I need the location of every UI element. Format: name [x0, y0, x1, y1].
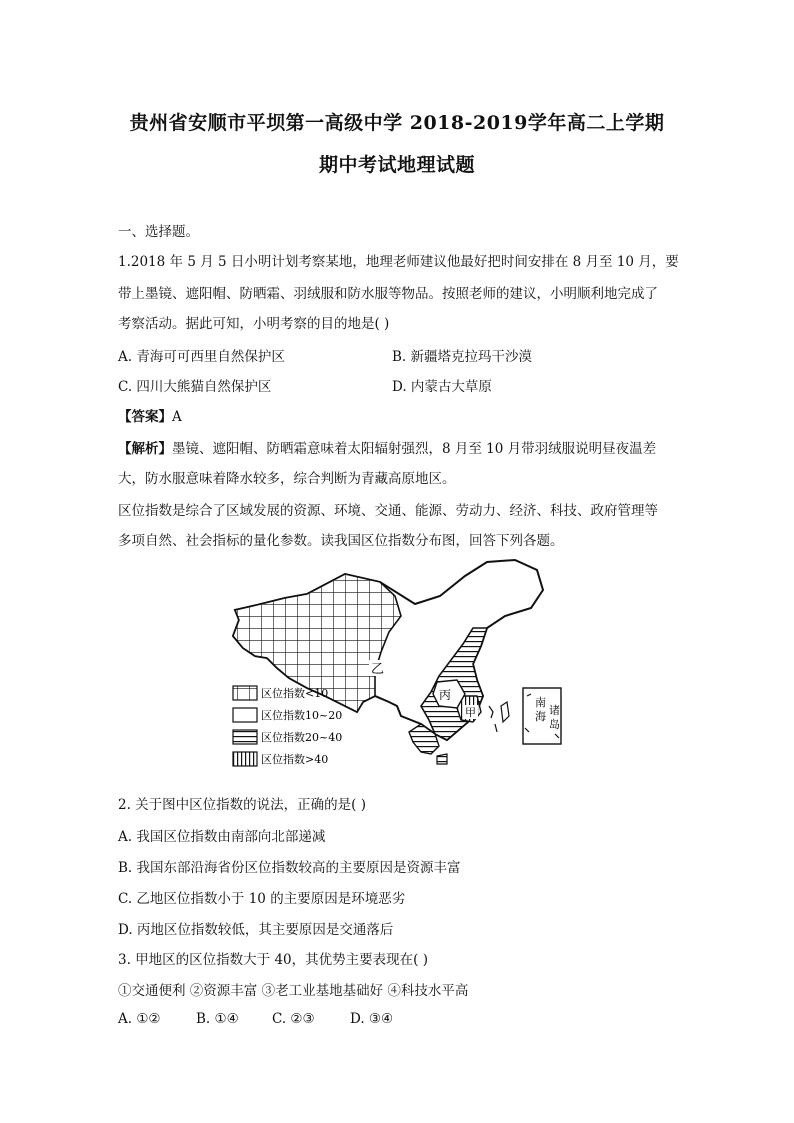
inset-char: 海: [535, 710, 546, 723]
q3-items: ①交通便利 ②资源丰富 ③老工业基地基础好 ④科技水平高: [118, 983, 469, 999]
q1-stem-line-3: 考察活动。据此可知，小明考察的目的地是( ): [118, 316, 390, 332]
answer-label: 【答案】: [118, 409, 172, 425]
label-jia: 甲: [465, 706, 476, 719]
q3-option-b: B. ①④: [196, 1011, 239, 1027]
label-yi: 乙: [371, 662, 385, 677]
q1-analysis-line-1: [118, 437, 656, 457]
answer-value: A: [172, 409, 182, 425]
inset-char: 南: [535, 696, 546, 709]
intro-line-2: 多项自然、社会指标的量化参数。读我国区位指数分布图，回答下列各题。: [118, 533, 564, 549]
china-location-index-map: [225, 556, 575, 774]
q1-option-c: C. 四川大熊猫自然保护区: [118, 379, 272, 395]
q1-option-a: A. 青海可可西里自然保护区: [118, 349, 285, 365]
q3-stem: 3. 甲地区的区位指数大于 40，其优势主要表现在( ): [118, 952, 428, 968]
q1-option-b: B. 新疆塔克拉玛干沙漠: [392, 349, 533, 365]
q2-option-b: B. 我国东部沿海省份区位指数较高的主要原因是资源丰富: [118, 860, 461, 876]
map-legend: [233, 686, 342, 766]
document-title-line-2: 期中考试地理试题: [318, 154, 475, 176]
label-bing: 丙: [439, 688, 452, 702]
inset-char: 诸: [549, 704, 560, 717]
q2-option-a: A. 我国区位指数由南部向北部递减: [118, 829, 326, 845]
q2-option-d: D. 丙地区位指数较低，其主要原因是交通落后: [118, 922, 394, 938]
q1-analysis-line-2: 大，防水服意味着降水较多，综合判断为青藏高原地区。: [118, 471, 456, 487]
legend-label-10-20: 区位指数10~20: [261, 709, 343, 722]
south-china-sea-inset: [523, 688, 561, 744]
island-hainan: [437, 754, 447, 764]
q2-option-c: C. 乙地区位指数小于 10 的主要原因是环境恶劣: [118, 891, 406, 907]
q3-option-a: A. ①②: [118, 1011, 161, 1027]
intro-line-1: 区位指数是综合了区域发展的资源、环境、交通、能源、劳动力、经济、科技、政府管理等: [118, 503, 658, 519]
analysis-label: 【解析】: [118, 441, 172, 457]
q1-stem-line-1: 1.2018 年 5 月 5 日小明计划考察某地，地理老师建议他最好把时间安排在 8 月至 10 月，要: [118, 254, 679, 270]
q3-option-d: D. ③④: [350, 1011, 394, 1027]
legend-label-20-40: 区位指数20~40: [261, 731, 343, 744]
q1-answer: [118, 405, 182, 425]
q2-stem: 2. 关于图中区位指数的说法，正确的是( ): [118, 797, 366, 813]
q3-option-c: C. ②③: [272, 1011, 315, 1027]
document-title-line-1: 贵州省安顺市平坝第一高级中学 2018-2019学年高二上学期: [129, 112, 665, 134]
section-heading: 一、选择题。: [118, 224, 199, 240]
legend-label-lt10: 区位指数<10: [261, 687, 329, 700]
legend-label-gt40: 区位指数>40: [261, 753, 329, 766]
island-taiwan: [501, 702, 509, 722]
analysis-text: 墨镜、遮阳帽、防晒霜意味着太阳辐射强烈，8 月至 10 月带羽绒服说明昼夜温差: [172, 441, 657, 457]
q1-option-d: D. 内蒙古大草原: [392, 379, 492, 395]
inset-char: 岛: [549, 718, 560, 731]
q1-stem-line-2: 带上墨镜、遮阳帽、防晒霜、羽绒服和防水服等物品。按照老师的建议，小明顺利地完成了: [118, 286, 658, 302]
